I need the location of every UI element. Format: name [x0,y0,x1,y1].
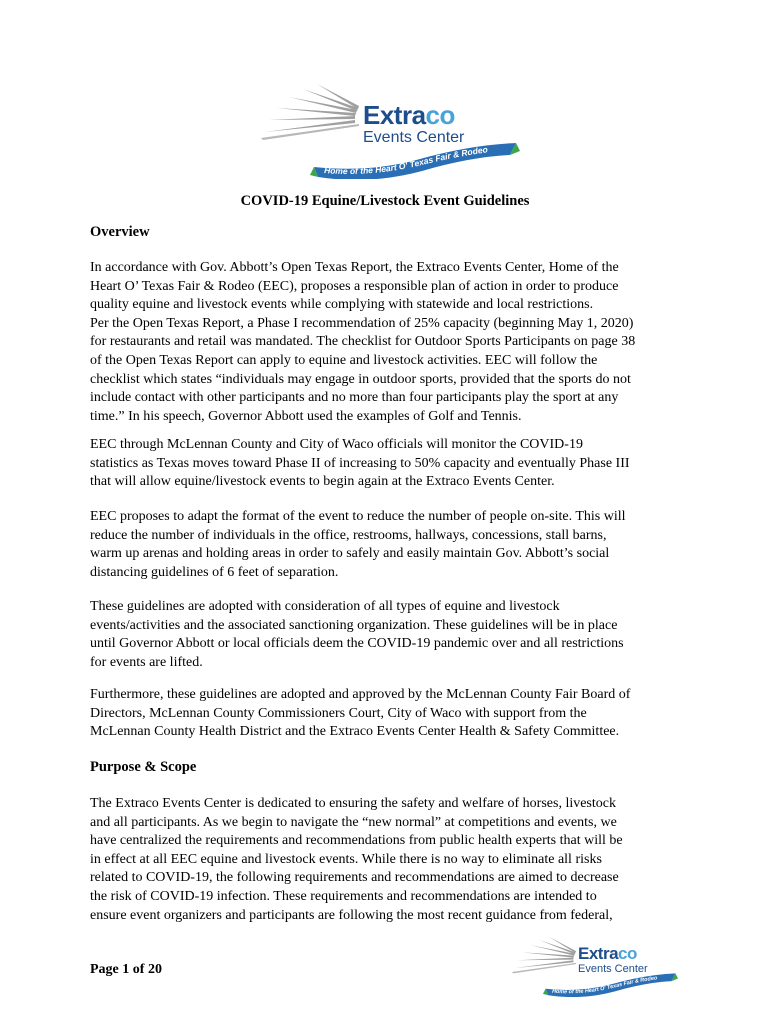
text-line: time.” In his speech, Governor Abbott used the examples of Golf and Tennis. [90,408,522,424]
extraco-logo [255,82,520,182]
logo-rays-icon [255,82,365,142]
text-line: for restaurants and retail was mandated. The checklist for Outdoor Sports Participants on page 38 [90,334,636,350]
text-line: quality equine and livestock events while complying with statewide and local restrictions. [90,297,594,313]
text-line: include contact with other participants and no more than four participants play the sport at any [90,390,619,406]
purpose-paragraph-1 [90,795,694,925]
text-line: that will allow equine/livestock events to begin again at the Extraco Events Center. [90,474,555,490]
document-title: COVID-19 Equine/Livestock Event Guidelines [240,193,530,209]
text-line: events/activities and the associated sanctioning organization. These guidelines will be in place [90,617,618,633]
logo-word-co: co [425,100,455,130]
text-line: Heart O’ Texas Fair & Rodeo (EEC), proposes a responsible plan of action in order to produce [90,278,619,294]
footer-logo-ribbon-text: Home of the Heart O' Texas Fair & Rodeo [551,975,658,996]
text-line: of the Open Texas Report can apply to equine and livestock activities. EEC will follow the [90,352,598,368]
page-number [90,962,162,978]
text-line: EEC proposes to adapt the format of the event to reduce the number of people on-site. This will [90,509,626,524]
text-line: for events are lifted. [90,654,203,670]
text-line: distancing guidelines of 6 feet of separation. [90,564,339,580]
text-line: Directors, McLennan County Commissioners Court, City of Waco with support from the [90,705,587,721]
text-line: In accordance with Gov. Abbott’s Open Texas Report, the Extraco Events Center, Home of the [90,260,619,275]
text-line: These guidelines are adopted with consideration of all types of equine and livestock [90,599,560,614]
logo-word-extra: Extra [363,100,426,130]
footer-logo-word-co: co [618,944,637,963]
overview-paragraph-5 [90,686,694,742]
footer-logo-ribbon-banner [543,969,678,997]
text-line: EEC through McLennan County and City of Waco officials will monitor the COVID-19 [90,437,583,452]
text-line: reduce the number of individuals in the office, restrooms, hallways, concessions, stall barns, [90,527,607,543]
text-line: Per the Open Texas Report, a Phase I recommendation of 25% capacity (beginning May 1, 2020) [90,315,634,331]
text-line: Furthermore, these guidelines are adopted and approved by the McLennan County Fair Board of [90,687,631,702]
purpose-scope-heading: Purpose & Scope [90,759,197,775]
overview-paragraph-3 [90,508,694,582]
footer-logo-word-extra: Extra [578,944,619,963]
text-line: checklist which states “individuals may engage in outdoor sports, provided that the sports do not [90,371,631,387]
footer-logo-subtitle: Events Center [578,963,648,975]
text-line: in effect at all EEC equine and livestock events. While there is no way to eliminate all risks [90,851,602,867]
overview-paragraph-2 [90,436,694,492]
text-line: have centralized the requirements and recommendations from public health experts that will be [90,833,623,849]
page-total: 20 [147,962,162,977]
text-line: and all participants. As we begin to navigate the “new normal” at competitions and events, we [90,814,617,830]
logo-subtitle: Events Center [363,129,465,146]
text-line: the risk of COVID-19 infection. These requirements and recommendations are intended to [90,888,597,904]
text-line: McLennan County Health District and the Extraco Events Center Health & Safety Committee. [90,724,620,740]
text-line: warm up arenas and holding areas in order to safely and easily maintain Gov. Abbott’s social [90,546,610,562]
overview-heading: Overview [90,224,150,240]
logo-ribbon-banner [310,137,520,179]
page-current: 1 [122,962,130,977]
page-prefix: Page [90,962,119,977]
text-line: until Governor Abbott or local officials deem the COVID-19 pandemic over and all restrictions [90,636,624,652]
overview-paragraph-1 [90,259,694,426]
text-line: The Extraco Events Center is dedicated to ensuring the safety and welfare of horses, livestock [90,796,616,811]
overview-paragraph-4 [90,598,694,672]
text-line: ensure event organizers and participants are following the most recent guidance from federal, [90,907,613,923]
footer-extraco-logo [508,935,683,1005]
logo-ribbon-text: Home of the Heart O' Texas Fair & Rodeo [323,144,489,177]
text-line: statistics as Texas moves toward Phase II of increasing to 50% capacity and eventually Phase III [90,455,630,471]
text-line: related to COVID-19, the following requirements and recommendations are aimed to decrease [90,870,619,886]
page-of: of [132,962,145,977]
